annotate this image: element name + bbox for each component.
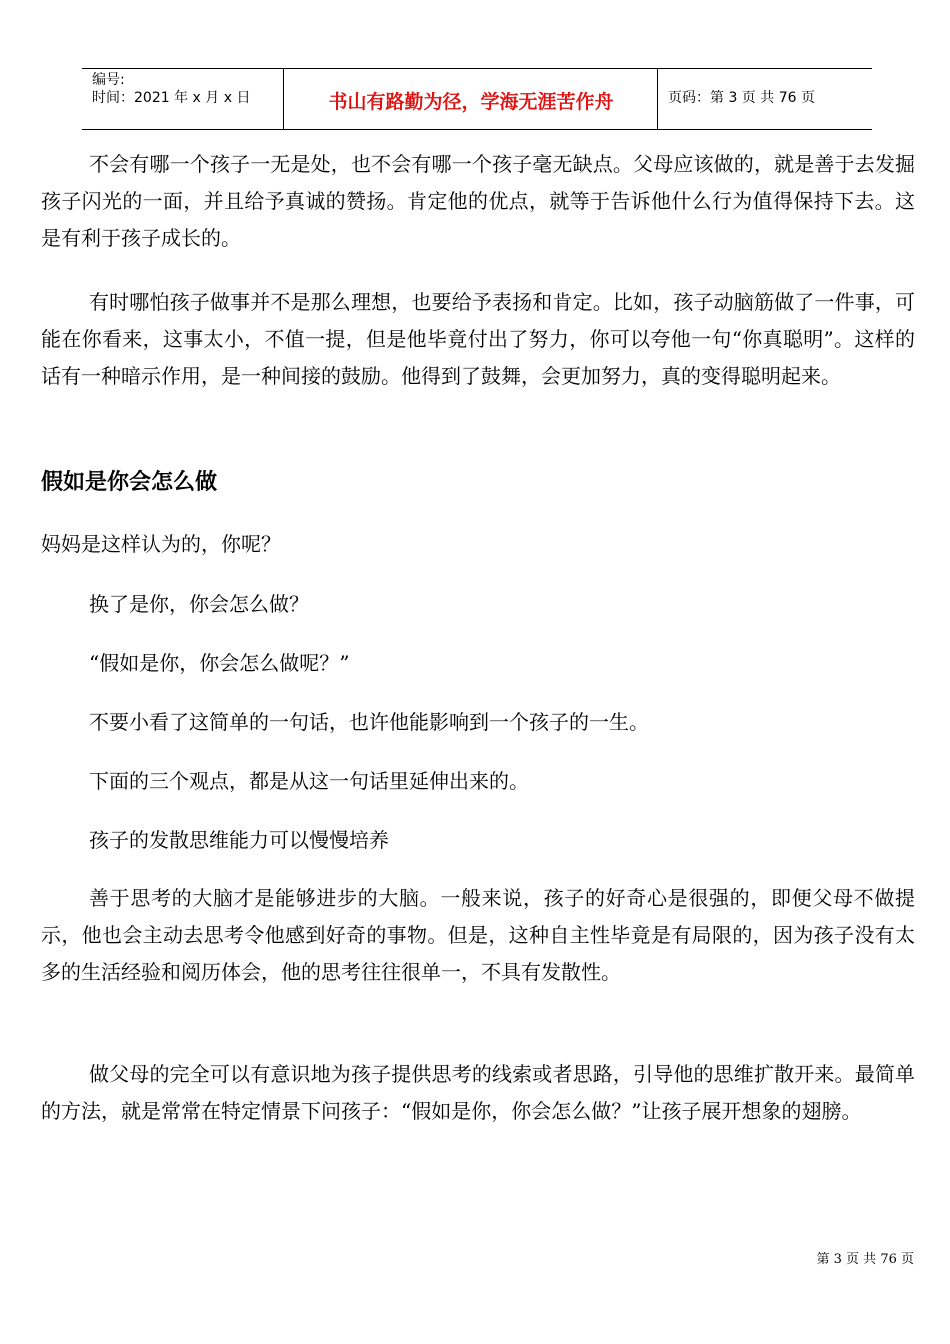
paragraph-4: [41, 586, 915, 623]
number-label: 编号:: [92, 72, 125, 88]
motto-text: 书山有路勤为径，学海无涯苦作舟: [328, 91, 614, 113]
paragraph-text: 孩子的发散思维能力可以慢慢培养: [89, 828, 389, 852]
paragraph-2: [41, 284, 915, 395]
paragraph-text: “假如是你，你会怎么做呢？”: [89, 651, 350, 675]
page-footer: 第 3 页 共 76 页: [816, 1252, 914, 1267]
paragraph-9: [41, 880, 915, 991]
paragraph-1: [41, 146, 915, 257]
paragraph-3: [41, 526, 915, 563]
paragraph-6: [41, 704, 915, 741]
paragraph-10: [41, 1056, 915, 1130]
paragraph-text: 换了是你，你会怎么做？: [89, 592, 309, 616]
section-heading-block: [41, 468, 915, 498]
paragraph-text: 做父母的完全可以有意识地为孩子提供思考的线索或者思路，引导他的思维扩散开来。最简单的方法，就是常常在特定情景下问孩子：“假如是你，你会怎么做？”让孩子展开想象的翅膀。: [41, 1062, 915, 1123]
paragraph-7: [41, 763, 915, 800]
page-header: [82, 68, 872, 130]
paragraph-text: 善于思考的大脑才是能够进步的大脑。一般来说，孩子的好奇心是很强的，即便父母不做提示，他也会主动去思考令他感到好奇的事物。但是，这种自主性毕竟是有局限的，因为孩子没有太多的生活经验和阅历体会，他的思考往往很单一，不具有发散性。: [41, 886, 915, 984]
time-label: 时间：2021 年 x 月 x 日: [92, 90, 251, 106]
paragraph-5: [41, 645, 915, 682]
section-heading: 假如是你会怎么做: [41, 470, 218, 495]
header-page-cell: [658, 69, 872, 129]
header-info-cell: [82, 69, 284, 129]
paragraph-text: 不要小看了这简单的一句话，也许他能影响到一个孩子的一生。: [89, 710, 649, 734]
header-motto-cell: [284, 69, 658, 129]
paragraph-text: 有时哪怕孩子做事并不是那么理想，也要给予表扬和肯定。比如，孩子动脑筋做了一件事，可能在你看来，这事太小，不值一提，但是他毕竟付出了努力，你可以夸他一句“你真聪明”。这样的话有一种暗示作用，是一种间接的鼓励。他得到了鼓舞，会更加努力，真的变得聪明起来。: [41, 290, 915, 388]
header-page-label: 页码：第 3 页 共 76 页: [668, 90, 815, 106]
paragraph-text: 妈妈是这样认为的，你呢？: [41, 532, 281, 556]
paragraph-8: [41, 822, 915, 859]
paragraph-text: 下面的三个观点，都是从这一句话里延伸出来的。: [89, 769, 529, 793]
paragraph-text: 不会有哪一个孩子一无是处，也不会有哪一个孩子毫无缺点。父母应该做的，就是善于去发掘孩子闪光的一面，并且给予真诚的赞扬。肯定他的优点，就等于告诉他什么行为值得保持下去。这是有利于孩子成长的。: [41, 152, 915, 250]
